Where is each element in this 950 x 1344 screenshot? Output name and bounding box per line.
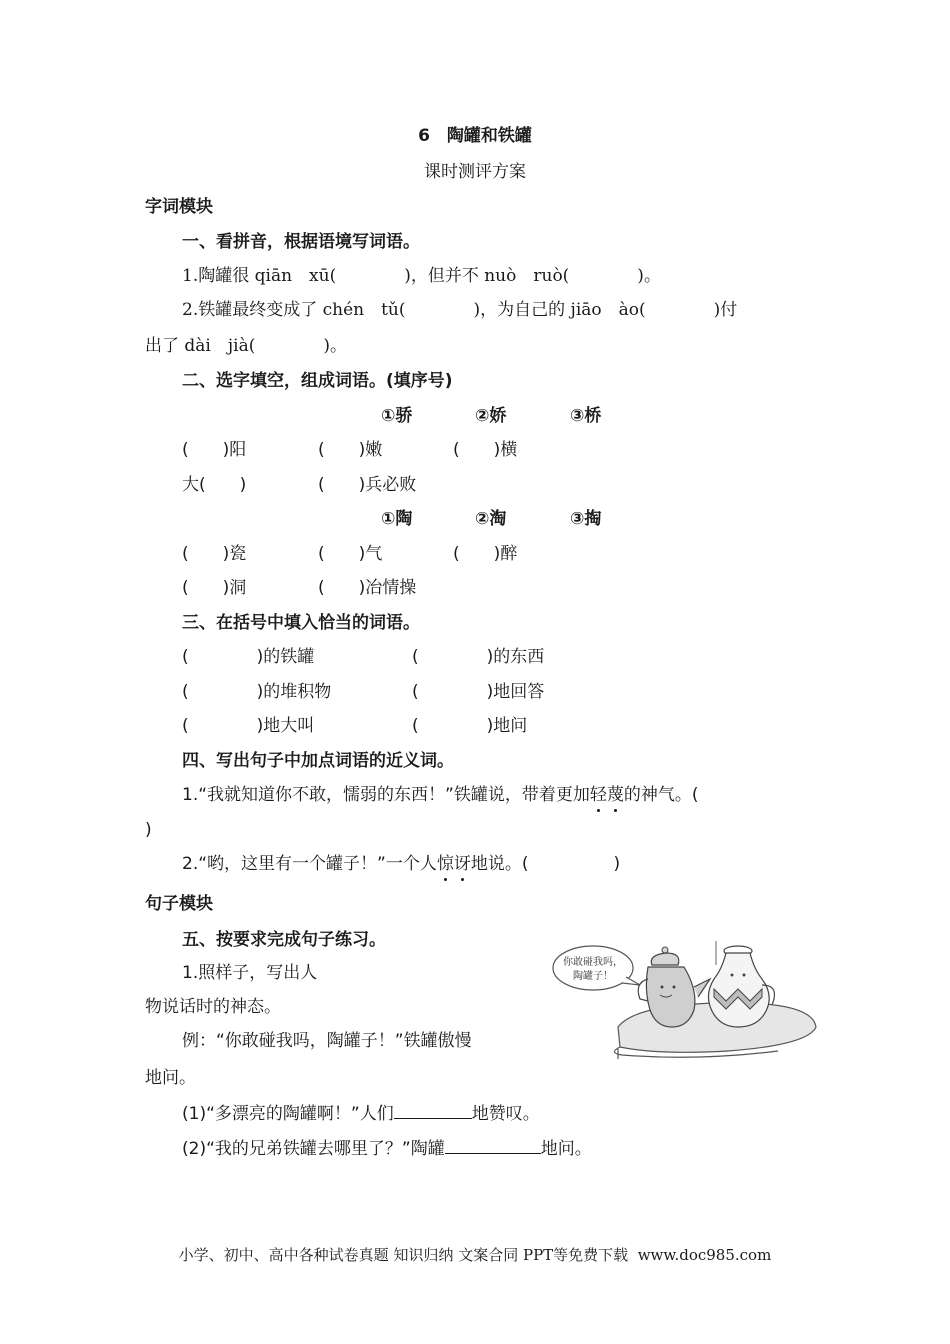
question-2-title: 二、选字填空，组成词语。(填序号) (182, 371, 453, 391)
jars-drawing (548, 935, 818, 1065)
fill-item: ( )地大叫 (182, 716, 315, 736)
answer-blank[interactable] (394, 1100, 472, 1119)
instruction-line: 物说话时的神态。 (145, 997, 281, 1017)
fill-item: ( )兵必败 (318, 475, 417, 495)
fill-item: ( )地回答 (412, 682, 545, 702)
option-item: ①陶 (381, 509, 413, 529)
question-4-sentence-1 (182, 783, 698, 807)
sentence-text: 地说。( ) (470, 854, 621, 874)
sentence-text: 1.“我就知道你不敢，懦弱的东西！”铁罐说，带着更加 (182, 785, 590, 805)
fill-item: 大( ) (182, 475, 247, 495)
jars-illustration (548, 935, 818, 1065)
question-4-sentence-2 (182, 852, 620, 876)
bubble-text: 陶罐子！ (573, 971, 613, 982)
example-line: 例：“你敢碰我吗，陶罐子！”铁罐傲慢 (182, 1031, 472, 1051)
exercise-text: (1)“多漂亮的陶罐啊！”人们 (182, 1104, 394, 1124)
dotted-char: 讶 (453, 854, 471, 874)
fill-item: ( )阳 (182, 440, 247, 460)
fill-item: ( )的铁罐 (182, 647, 315, 667)
dotted-char: 蔑 (606, 785, 624, 805)
exercise-item (182, 1100, 540, 1126)
fill-item: ( )的堆积物 (182, 682, 332, 702)
question-1-line: 出了 dài jià( )。 (145, 336, 347, 356)
fill-item: ( )冶情操 (318, 578, 417, 598)
instruction-line: 1.照样子，写出人 (182, 963, 318, 983)
section-heading-words: 字词模块 (145, 197, 213, 217)
fill-item: ( )醉 (453, 544, 518, 564)
footer-link[interactable]: www.doc985.com (637, 1246, 772, 1264)
question-1-line: 1.陶罐很 qiān xū( )，但并不 nuò ruò( )。 (182, 266, 661, 286)
exercise-item (182, 1135, 592, 1161)
question-1-line: 2.铁罐最终变成了 chén tǔ( )，为自己的 jiāo ào( )付 (182, 300, 738, 320)
sentence-text: 的神气。( (623, 785, 699, 805)
option-item: ②娇 (475, 406, 507, 426)
sentence-text: 2.“哟，这里有一个罐子！”一个人 (182, 854, 437, 874)
option-item: ③掏 (570, 509, 602, 529)
exercise-text: 地问。 (540, 1139, 592, 1159)
footer-note (0, 1243, 950, 1267)
exercise-text: 地赞叹。 (471, 1104, 540, 1124)
page-subtitle: 课时测评方案 (424, 162, 526, 182)
question-5-title: 五、按要求完成句子练习。 (182, 930, 386, 950)
fill-item: ( )嫩 (318, 440, 383, 460)
option-item: ②淘 (475, 509, 507, 529)
fill-item: ( )洞 (182, 578, 247, 598)
answer-paren-close: ) (145, 820, 152, 840)
option-item: ③桥 (570, 406, 602, 426)
section-heading-sentences: 句子模块 (145, 894, 213, 914)
question-3-title: 三、在括号中填入恰当的词语。 (182, 613, 420, 633)
option-item: ①骄 (381, 406, 413, 426)
exercise-text: (2)“我的兄弟铁罐去哪里了？”陶罐 (182, 1139, 445, 1159)
dotted-char: 轻 (589, 785, 607, 805)
question-4-title: 四、写出句子中加点词语的近义词。 (182, 751, 454, 771)
answer-blank[interactable] (445, 1135, 541, 1154)
question-1-title: 一、看拼音，根据语境写词语。 (182, 232, 420, 252)
footer-text: 小学、初中、高中各种试卷真题 知识归纳 文案合同 PPT等免费下载 (178, 1246, 629, 1264)
fill-item: ( )瓷 (182, 544, 247, 564)
fill-item: ( )横 (453, 440, 518, 460)
example-line: 地问。 (145, 1068, 196, 1088)
fill-item: ( )的东西 (412, 647, 545, 667)
dotted-char: 惊 (436, 854, 454, 874)
page-title: 6 陶罐和铁罐 (418, 126, 532, 146)
fill-item: ( )地问 (412, 716, 528, 736)
bubble-text: 你敢碰我吗， (563, 957, 623, 968)
fill-item: ( )气 (318, 544, 383, 564)
